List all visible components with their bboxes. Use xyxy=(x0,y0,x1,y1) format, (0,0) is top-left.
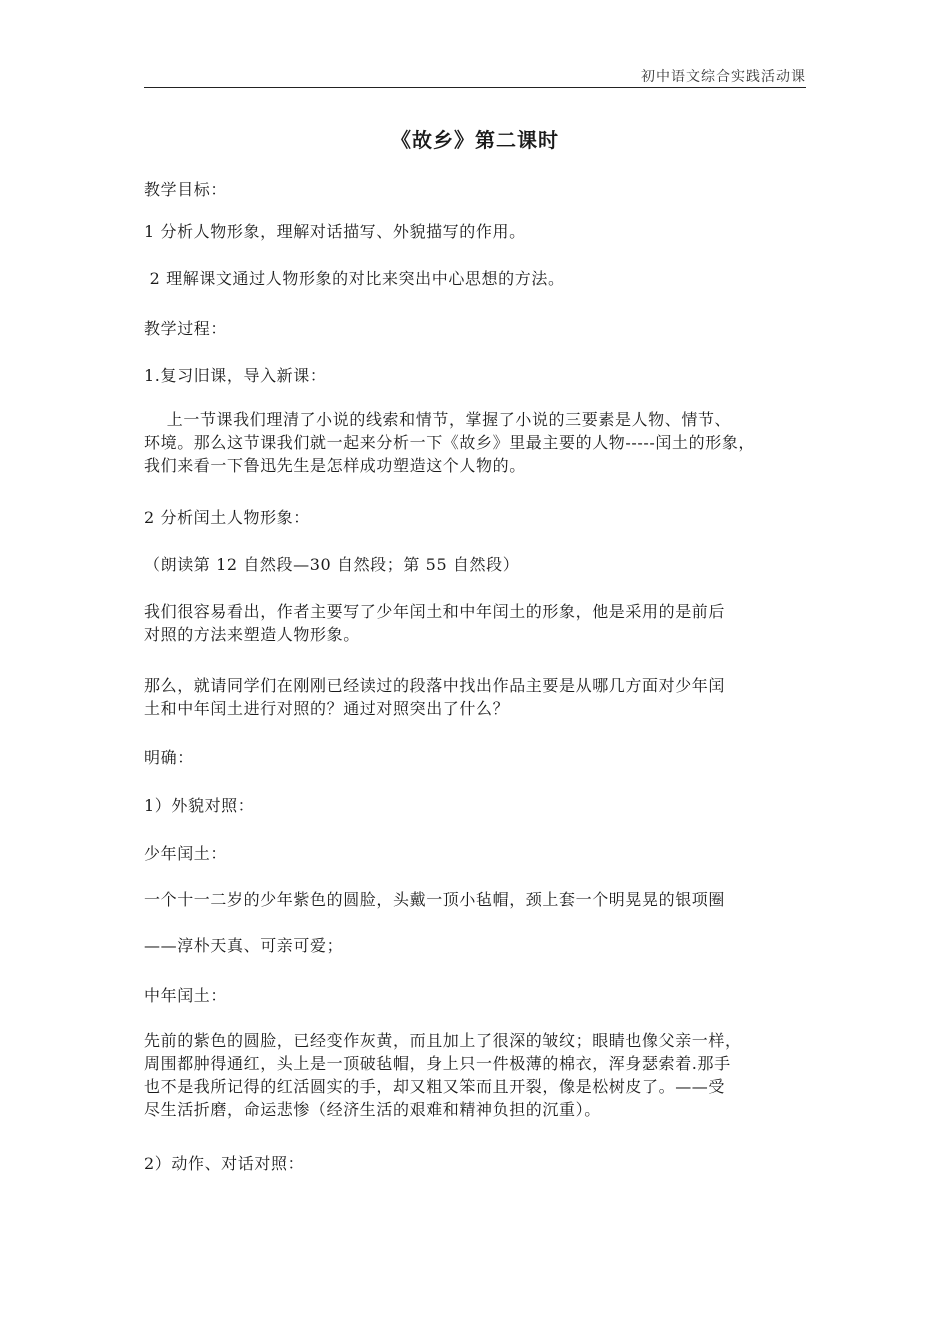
paragraph-line: 中年闰土： xyxy=(144,986,228,1005)
paragraph-line: 一个十一二岁的少年紫色的圆脸，头戴一顶小毡帽，颈上套一个明晃晃的银项圈 xyxy=(144,890,726,909)
paragraph-line: 环境。那么这节课我们就一起来分析一下《故乡》里最主要的人物-----闰土的形象， xyxy=(144,433,756,452)
paragraph xyxy=(144,267,808,290)
paragraph xyxy=(144,600,808,646)
paragraph-line: ——淳朴天真、可亲可爱； xyxy=(144,936,344,955)
paragraph xyxy=(144,553,808,576)
paragraph-line: 那么，就请同学们在刚刚已经读过的段落中找出作品主要是从哪几方面对少年闰 xyxy=(144,676,726,695)
paragraph xyxy=(144,178,808,201)
paragraph-line: 也不是我所记得的红活圆实的手，却又粗又笨而且开裂，像是松树皮了。——受 xyxy=(144,1077,726,1096)
paragraph-line: 2）动作、对话对照： xyxy=(144,1154,305,1173)
page-title: 《故乡》第二课时 xyxy=(391,128,559,152)
paragraph-line: 2 分析闰土人物形象： xyxy=(144,508,310,527)
paragraph xyxy=(144,674,808,720)
paragraph-line: 土和中年闰土进行对照的？通过对照突出了什么？ xyxy=(144,699,510,718)
paragraph-line: 我们来看一下鲁迅先生是怎样成功塑造这个人物的。 xyxy=(144,456,526,475)
paragraph-line: 先前的紫色的圆脸，已经变作灰黄，而且加上了很深的皱纹；眼睛也像父亲一样， xyxy=(144,1031,742,1050)
paragraph xyxy=(144,364,808,387)
paragraph-line: 1 分析人物形象，理解对话描写、外貌描写的作用。 xyxy=(144,222,526,241)
paragraph-line: 周围都肿得通红，头上是一顶破毡帽，身上只一件极薄的棉衣，浑身瑟索着.那手 xyxy=(144,1054,731,1073)
paragraph-line: 明确： xyxy=(144,748,194,767)
paragraph-line: 1.复习旧课，导入新课： xyxy=(144,366,327,385)
paragraph xyxy=(144,1152,808,1175)
paragraph xyxy=(144,984,808,1007)
paragraph xyxy=(144,934,808,957)
paragraph xyxy=(144,746,808,769)
paragraph-line: 我们很容易看出，作者主要写了少年闰土和中年闰土的形象，他是采用的是前后 xyxy=(144,602,726,621)
paragraph-line: 教学过程： xyxy=(144,319,228,338)
paragraph xyxy=(144,317,808,340)
header-text: 初中语文综合实践活动课 xyxy=(641,69,806,85)
paragraph-line: （朗读第 12 自然段—30 自然段；第 55 自然段） xyxy=(144,555,520,574)
paragraph xyxy=(144,1029,808,1121)
paragraph-line: 少年闰土： xyxy=(144,844,228,863)
paragraph xyxy=(144,220,808,243)
paragraph xyxy=(144,842,808,865)
paragraph-line: 上一节课我们理清了小说的线索和情节，掌握了小说的三要素是人物、情节、 xyxy=(144,410,732,429)
paragraph xyxy=(144,794,808,817)
paragraph xyxy=(144,506,808,529)
header-divider xyxy=(144,87,806,88)
paragraph-line: 教学目标： xyxy=(144,180,228,199)
paragraph-line: 对照的方法来塑造人物形象。 xyxy=(144,625,360,644)
paragraph xyxy=(144,408,808,477)
paragraph-line: 尽生活折磨，命运悲惨（经济生活的艰难和精神负担的沉重）。 xyxy=(144,1100,601,1119)
paragraph xyxy=(144,888,808,911)
paragraph-line: 2 理解课文通过人物形象的对比来突出中心思想的方法。 xyxy=(144,269,565,288)
paragraph-line: 1）外貌对照： xyxy=(144,796,255,815)
